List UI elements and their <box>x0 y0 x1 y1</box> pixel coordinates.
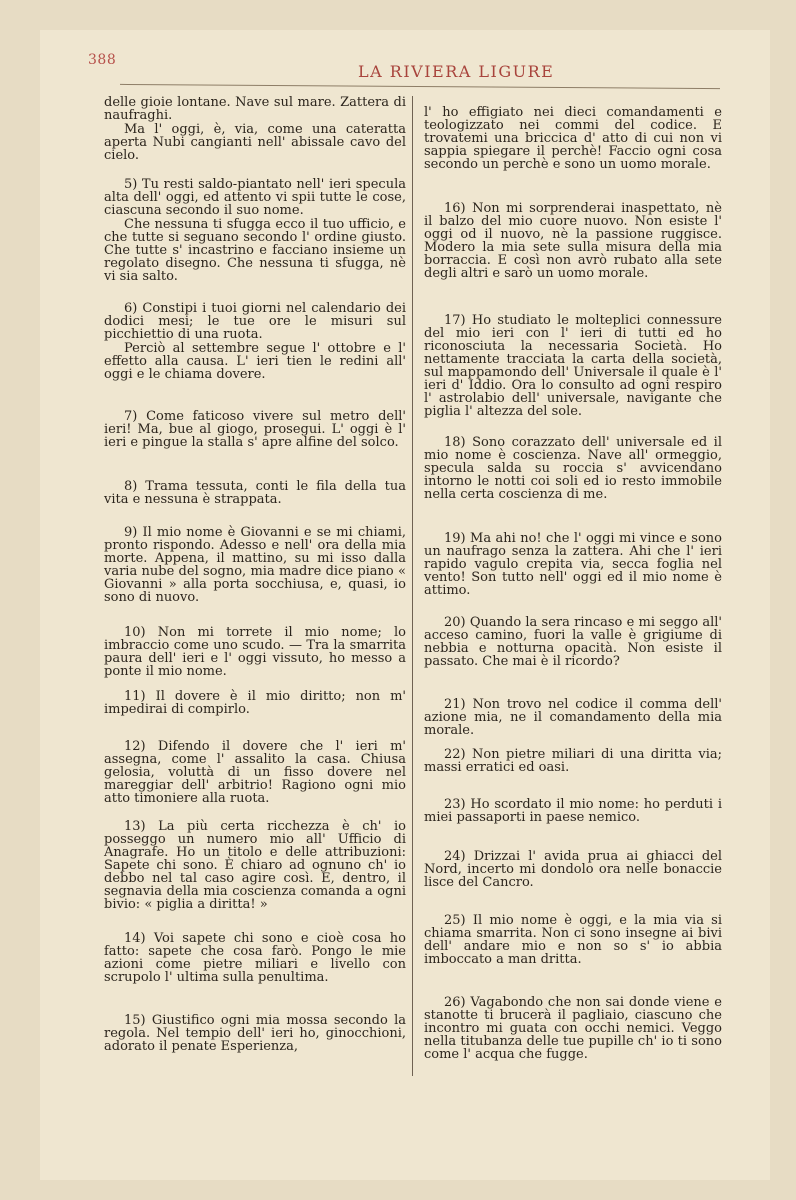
section-8 <box>104 480 406 506</box>
section-10 <box>104 626 406 678</box>
paragraph: 23) Ho scordato il mio nome: ho perduti i miei passaporti in paese nemico. <box>424 797 722 825</box>
section-24 <box>424 850 722 889</box>
paragraph: 17) Ho studiato le molteplici connessure del mio ieri con l' ieri di tutti ed ho riconosciuta la necessaria Società. Ho nettamente tracciata la carta della società, sul mappamondo dell' Universale il quale è l' ieri d' Iddio. Ora lo consulto ad ogni respiro l' astrolabio dell' universale, navigante che piglia l' altezza del sole. <box>424 313 722 419</box>
section-21 <box>424 698 722 737</box>
paragraph: 8) Trama tessuta, conti le fila della tua vita e nessuna è strappata. <box>104 479 406 507</box>
section-7 <box>104 410 406 449</box>
paragraph: 18) Sono corazzato dell' universale ed il mio nome è coscienza. Nave all' ormeggio, specula salda su roccia s' avvicendano intorno le notti coi soli ed io resto immobile nella certa coscienza di me. <box>424 435 722 502</box>
paragraph: 13) La più certa ricchezza è ch' io posseggo un numero mio all' Ufficio di Anagrafe. Ho un titolo e delle attribuzioni: Sapete chi sono. È chiaro ad ognuno ch' io debbo nel tal caso agire così. E, dentro, il segnavia della mia coscienza comanda a ogni bivio: « piglia a diritta! » <box>104 819 406 912</box>
section-15-continued <box>424 106 722 171</box>
column-divider <box>412 96 413 1076</box>
paragraph: 19) Ma ahi no! che l' oggi mi vince e sono un naufrago senza la zattera. Ahi che l' ieri rapido vagulo crepita via, secca foglia nel vento! Son tutto nell' oggi ed il mio nome è attimo. <box>424 531 722 598</box>
section-12 <box>104 740 406 805</box>
section-18 <box>424 436 722 501</box>
section-9 <box>104 526 406 604</box>
section-20 <box>424 616 722 668</box>
paragraph: 12) Difendo il dovere che l' ieri m' assegna, come l' assalito la casa. Chiusa gelosia, voluttà di un fisso dovere nel mareggiar dell' arbitrio! Ragiono ogni mio atto timoniere alla ruota. <box>104 739 406 806</box>
section-intro-continued <box>104 96 406 162</box>
paragraph: 6) Constipi i tuoi giorni nel calendario dei dodici mesi; le tue ore le misuri sul picchiettio di una ruota. <box>104 301 406 342</box>
paragraph: 24) Drizzai l' avida prua ai ghiacci del Nord, incerto mi dondolo ora nelle bonaccie lisce del Cancro. <box>424 849 722 890</box>
section-19 <box>424 532 722 597</box>
paragraph: Perciò al settembre segue l' ottobre e l' effetto alla causa. L' ieri tien le redini all' oggi e le chiama dovere. <box>104 341 406 382</box>
section-16 <box>424 202 722 280</box>
section-22 <box>424 748 722 774</box>
section-17 <box>424 314 722 418</box>
paragraph: Che nessuna ti sfugga ecco il tuo ufficio, e che tutte si seguano secondo l' ordine giusto. Che tutte s' incastrino e facciano insieme un regolato disegno. Che nessuna ti sfugga, nè vi sia salto. <box>104 217 406 284</box>
paragraph: 11) Il dovere è il mio diritto; non m' impedirai di compirlo. <box>104 689 406 717</box>
section-5 <box>104 178 406 283</box>
paragraph: 7) Come faticoso vivere sul metro dell' ieri! Ma, bue al giogo, prosegui. L' oggi è l' ieri e pingue la stalla s' apre alfine del solco. <box>104 409 406 450</box>
section-14 <box>104 932 406 984</box>
paragraph: 16) Non mi sorprenderai inaspettato, nè il balzo del mio cuore nuovo. Non esiste l' oggi od il nuovo, nè la passione ruggisce. Modero la mia sete sulla misura della mia borraccia. E così non avrò rubato alla sete degli altri e sarò un uomo morale. <box>424 201 722 281</box>
paragraph: 21) Non trovo nel codice il comma dell' azione mia, ne il comandamento della mia morale. <box>424 697 722 738</box>
section-11 <box>104 690 406 716</box>
paragraph: 25) Il mio nome è oggi, e la mia via si chiama smarrita. Non ci sono insegne ai bivi dell' andare mio e non so s' io abbia imboccato a man dritta. <box>424 913 722 967</box>
paragraph: 5) Tu resti saldo-piantato nell' ieri specula alta dell' oggi, ed attento vi spii tutte le cose, ciascuna secondo il suo nome. <box>104 177 406 218</box>
page-number: 388 <box>88 52 117 68</box>
section-13 <box>104 820 406 911</box>
paragraph: 14) Voi sapete chi sono e cioè cosa ho fatto: sapete che cosa farò. Pongo le mie azioni come pietre miliari e livello con scrupolo l' ultima sulla penultima. <box>104 931 406 985</box>
paragraph: 26) Vagabondo che non sai donde viene e stanotte ti brucerà il pagliaio, ciascuno che incontro mi guata con occhi nemici. Veggo nella titubanza delle tue pupille ch' io ti sono come l' acqua che fugge. <box>424 995 722 1062</box>
running-head: LA RIVIERA LIGURE <box>358 62 555 81</box>
paragraph: 20) Quando la sera rincaso e mi seggo all' acceso camino, fuori la valle è grigiume di nebbia e notturna opacità. Non esiste il passato. Che mai è il ricordo? <box>424 615 722 669</box>
section-23 <box>424 798 722 824</box>
paragraph: 9) Il mio nome è Giovanni e se mi chiami, pronto rispondo. Adesso e nell' ora della mia morte. Appena, il mattino, su mi isso dalla varia nube del sogno, mia madre dice piano « Giovanni » alla porta socchiusa, e, quasi, io sono di nuovo. <box>104 525 406 605</box>
paragraph: 15) Giustifico ogni mia mossa secondo la regola. Nel tempio dell' ieri ho, ginocchioni, adorato il penate Esperienza, <box>104 1013 406 1054</box>
paragraph: l' ho effigiato nei dieci comandamenti e teologizzato nei commi del codice. E trovatemi una briccica d' atto di cui non vi sappia spiegare il perchè! Faccio ogni cosa secondo un perchè e sono un uomo morale. <box>424 105 722 172</box>
section-25 <box>424 914 722 966</box>
section-15 <box>104 1014 406 1053</box>
paragraph: 10) Non mi torrete il mio nome; lo imbraccio come uno scudo. — Tra la smarrita paura dell' ieri e l' oggi vissuto, ho messo a ponte il mio nome. <box>104 625 406 679</box>
section-26 <box>424 996 722 1061</box>
paragraph: delle gioie lontane. Nave sul mare. Zattera di naufraghi. <box>104 95 406 123</box>
section-6 <box>104 302 406 381</box>
paragraph: Ma l' oggi, è, via, come una cateratta aperta Nubi cangianti nell' abissale cavo del cielo. <box>104 122 406 163</box>
paragraph: 22) Non pietre miliari di una diritta via; massi erratici ed oasi. <box>424 747 722 775</box>
